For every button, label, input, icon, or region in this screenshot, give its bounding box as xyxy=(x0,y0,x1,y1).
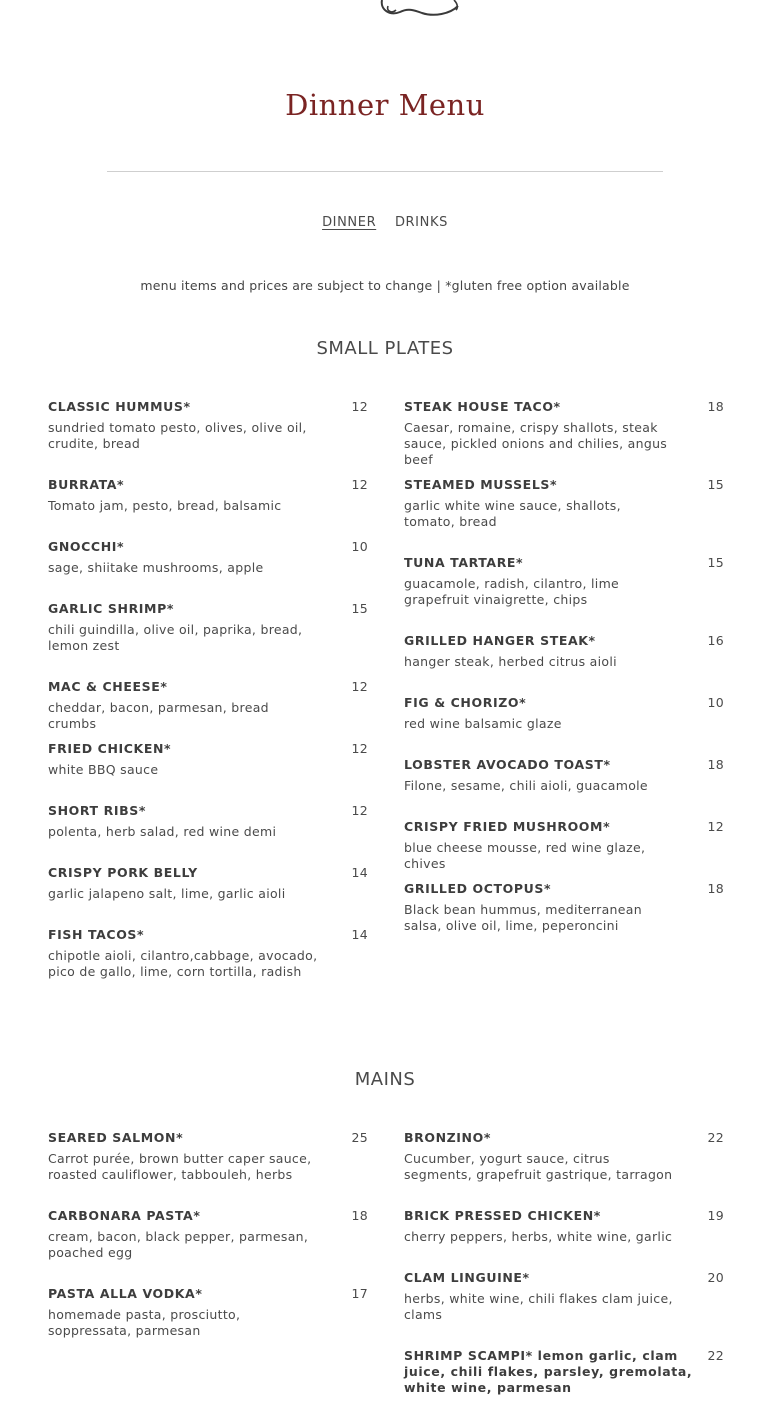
item-name: STEAMED MUSSELS* xyxy=(404,477,558,492)
item-price: 18 xyxy=(707,757,724,772)
menu-item xyxy=(404,1130,724,1183)
item-price: 14 xyxy=(351,927,368,942)
menu-item xyxy=(48,927,368,980)
menu-item xyxy=(48,741,368,778)
item-description: Carrot purée, brown butter caper sauce, roasted cauliflower, tabbouleh, herbs xyxy=(48,1151,312,1182)
item-name: CLAM LINGUINE* xyxy=(404,1270,530,1285)
item-price: 16 xyxy=(707,633,724,648)
item-description: white BBQ sauce xyxy=(48,762,159,777)
menu-item xyxy=(48,865,368,902)
item-name: SHORT RIBS* xyxy=(48,803,146,818)
item-description: herbs, white wine, chili flakes clam juice, clams xyxy=(404,1291,673,1322)
item-price: 10 xyxy=(351,539,368,554)
item-name: FISH TACOS* xyxy=(48,927,145,942)
menu-item xyxy=(404,399,724,468)
menu-item xyxy=(404,819,724,872)
item-price: 25 xyxy=(351,1130,368,1145)
item-description: Tomato jam, pesto, bread, balsamic xyxy=(48,498,282,513)
item-price: 14 xyxy=(351,865,368,880)
item-description: sundried tomato pesto, olives, olive oil, crudite, bread xyxy=(48,420,307,451)
item-price: 15 xyxy=(707,477,724,492)
item-price: 12 xyxy=(351,803,368,818)
flourish-icon xyxy=(378,0,462,18)
item-description: chipotle aioli, cilantro,cabbage, avocado, pico de gallo, lime, corn tortilla, radish xyxy=(48,948,318,979)
title-divider xyxy=(107,171,663,172)
menu-item xyxy=(404,555,724,608)
item-price: 17 xyxy=(351,1286,368,1301)
item-description: Filone, sesame, chili aioli, guacamole xyxy=(404,778,648,793)
menu-item xyxy=(404,881,724,934)
item-description: Black bean hummus, mediterranean salsa, olive oil, lime, peperoncini xyxy=(404,902,642,933)
item-price: 12 xyxy=(351,477,368,492)
menu-item xyxy=(48,399,368,452)
item-name: SHRIMP SCAMPI* lemon garlic, clam juice, chili flakes, parsley, gremolata, white wine, parmesan xyxy=(404,1348,693,1395)
item-name: BRICK PRESSED CHICKEN* xyxy=(404,1208,601,1223)
menu-item xyxy=(48,477,368,514)
item-description: sage, shiitake mushrooms, apple xyxy=(48,560,264,575)
item-price: 10 xyxy=(707,695,724,710)
menu-item xyxy=(404,1348,724,1396)
item-price: 12 xyxy=(707,819,724,834)
item-price: 15 xyxy=(351,601,368,616)
nav-drinks-link[interactable]: DRINKS xyxy=(394,215,448,230)
menu-item xyxy=(404,757,724,794)
menu-item xyxy=(48,539,368,576)
item-name: GARLIC SHRIMP* xyxy=(48,601,174,616)
item-name: PASTA ALLA VODKA* xyxy=(48,1286,203,1301)
item-description: Cucumber, yogurt sauce, citrus segments, grapefruit gastrique, tarragon xyxy=(404,1151,673,1182)
item-description: hanger steak, herbed citrus aioli xyxy=(404,654,617,669)
item-description: homemade pasta, prosciutto, soppressata, parmesan xyxy=(48,1307,241,1338)
item-description: cherry peppers, herbs, white wine, garlic xyxy=(404,1229,673,1244)
menu-item xyxy=(48,679,368,732)
item-name: FRIED CHICKEN* xyxy=(48,741,172,756)
item-price: 18 xyxy=(351,1208,368,1223)
item-description: cheddar, bacon, parmesan, bread crumbs xyxy=(48,700,269,731)
item-name: SEARED SALMON* xyxy=(48,1130,184,1145)
item-price: 20 xyxy=(707,1270,724,1285)
item-description: chili guindilla, olive oil, paprika, bread, lemon zest xyxy=(48,622,303,653)
item-description: cream, bacon, black pepper, parmesan, poached egg xyxy=(48,1229,309,1260)
menu-item xyxy=(48,1130,368,1183)
nav-dinner-link[interactable]: DINNER xyxy=(322,215,377,230)
menu-notice: menu items and prices are subject to change | *gluten free option available xyxy=(140,278,630,293)
page-title: Dinner Menu xyxy=(285,88,485,122)
item-description: Caesar, romaine, crispy shallots, steak sauce, pickled onions and chilies, angus beef xyxy=(404,420,668,467)
section-title-mains: MAINS xyxy=(354,1069,416,1090)
menu-item xyxy=(48,1208,368,1261)
item-price: 18 xyxy=(707,881,724,896)
item-name: MAC & CHEESE* xyxy=(48,679,168,694)
menu-item xyxy=(48,1286,368,1339)
menu-item xyxy=(48,803,368,840)
item-price: 12 xyxy=(351,741,368,756)
item-description: red wine balsamic glaze xyxy=(404,716,562,731)
item-description: garlic white wine sauce, shallots, tomato, bread xyxy=(404,498,621,529)
item-name: CRISPY PORK BELLY xyxy=(48,865,198,880)
item-description: blue cheese mousse, red wine glaze, chives xyxy=(404,840,646,871)
item-name: CRISPY FRIED MUSHROOM* xyxy=(404,819,611,834)
item-description: garlic jalapeno salt, lime, garlic aioli xyxy=(48,886,286,901)
item-price: 22 xyxy=(707,1348,724,1363)
item-price: 12 xyxy=(351,679,368,694)
item-name: FIG & CHORIZO* xyxy=(404,695,527,710)
item-price: 19 xyxy=(707,1208,724,1223)
item-name: GNOCCHI* xyxy=(48,539,125,554)
item-name: BRONZINO* xyxy=(404,1130,491,1145)
menu-item xyxy=(404,695,724,732)
item-description: polenta, herb salad, red wine demi xyxy=(48,824,277,839)
item-name: LOBSTER AVOCADO TOAST* xyxy=(404,757,611,772)
item-name: STEAK HOUSE TACO* xyxy=(404,399,561,414)
item-name: CARBONARA PASTA* xyxy=(48,1208,201,1223)
menu-nav xyxy=(0,215,770,230)
item-name: GRILLED OCTOPUS* xyxy=(404,881,552,896)
item-name: BURRATA* xyxy=(48,477,125,492)
menu-item xyxy=(404,1270,724,1323)
section-title-small-plates: SMALL PLATES xyxy=(316,338,454,359)
menu-item xyxy=(404,1208,724,1245)
item-price: 22 xyxy=(707,1130,724,1145)
menu-item xyxy=(404,633,724,670)
item-name: TUNA TARTARE* xyxy=(404,555,524,570)
menu-item xyxy=(404,477,724,530)
item-price: 18 xyxy=(707,399,724,414)
item-price: 12 xyxy=(351,399,368,414)
item-price: 15 xyxy=(707,555,724,570)
item-name: GRILLED HANGER STEAK* xyxy=(404,633,596,648)
item-description: guacamole, radish, cilantro, lime grapefruit vinaigrette, chips xyxy=(404,576,620,607)
menu-item xyxy=(48,601,368,654)
item-name: CLASSIC HUMMUS* xyxy=(48,399,191,414)
